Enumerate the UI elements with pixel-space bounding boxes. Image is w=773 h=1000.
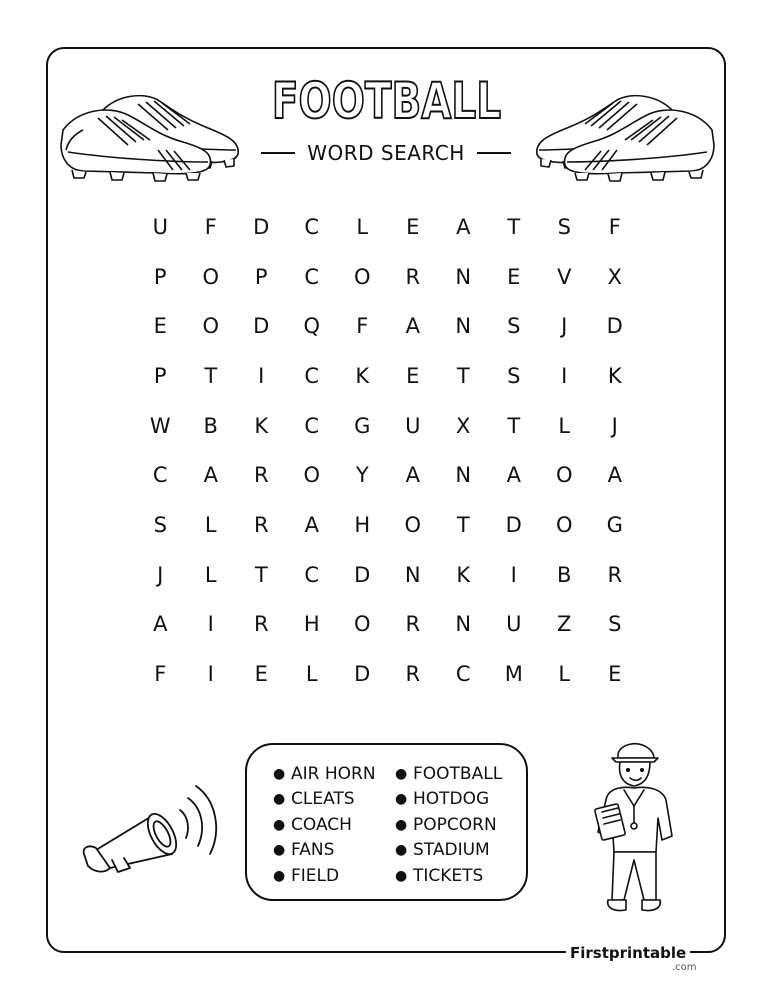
grid-letter: I (561, 363, 568, 388)
grid-letter: P (254, 264, 268, 289)
word-list-item (273, 863, 376, 889)
subtitle-divider-right (477, 152, 511, 154)
grid-letter: L (204, 562, 217, 587)
bullet-icon: ● (273, 765, 286, 782)
grid-letter: D (606, 314, 623, 339)
word-list-label: STADIUM (413, 840, 490, 861)
grid-letter: C (304, 214, 320, 239)
grid-letter: N (404, 562, 421, 587)
grid-letter: C (304, 264, 320, 289)
bullet-icon: ● (273, 867, 286, 884)
grid-letter: A (304, 512, 319, 537)
word-list-item (273, 812, 376, 838)
grid-letter: Z (557, 612, 572, 637)
grid-letter: W (149, 413, 171, 438)
coach-illustration (588, 740, 688, 920)
subtitle-row (253, 140, 519, 166)
grid-letter: O (353, 264, 371, 289)
grid-letter: J (561, 314, 568, 339)
grid-letter: S (608, 612, 622, 637)
grid-letter: K (254, 413, 269, 438)
grid-letter: N (455, 463, 472, 488)
grid-letter: O (404, 512, 422, 537)
grid-letter: D (354, 662, 371, 687)
grid-letter: C (304, 562, 320, 587)
grid-letter: M (504, 662, 523, 687)
grid-letter: J (157, 562, 164, 587)
grid-letter: U (405, 413, 421, 438)
grid-letter: S (507, 363, 521, 388)
grid-letter: T (254, 562, 268, 587)
grid-letter: F (356, 314, 369, 339)
word-list-label: FOOTBALL (413, 763, 503, 784)
grid-letter: T (456, 363, 470, 388)
grid-letter: T (507, 214, 521, 239)
grid-letter: R (405, 264, 421, 289)
grid-letter: A (405, 463, 420, 488)
grid-letter: Q (303, 314, 321, 339)
grid-letter: B (203, 413, 218, 438)
grid-letter: D (253, 214, 270, 239)
grid-letter: J (611, 413, 618, 438)
grid-letter: N (455, 264, 472, 289)
grid-letter: N (455, 612, 472, 637)
brand-domain-suffix: .com (672, 962, 697, 973)
grid-letter: O (353, 612, 371, 637)
grid-letter: T (507, 413, 521, 438)
grid-letter: S (153, 512, 167, 537)
word-list-right-column (395, 761, 502, 889)
grid-letter: B (557, 562, 572, 587)
word-list-item (395, 838, 502, 864)
grid-letter: E (406, 363, 420, 388)
bullet-icon: ● (273, 842, 286, 859)
grid-letter: H (303, 612, 320, 637)
brand-logo-text: Firstprintable (566, 944, 690, 962)
grid-letter: R (253, 612, 269, 637)
grid-letter: F (204, 214, 217, 239)
bullet-icon: ● (395, 816, 408, 833)
grid-letter: U (506, 612, 522, 637)
subtitle-divider-left (261, 152, 295, 154)
word-list-label: CLEATS (291, 789, 355, 810)
grid-letter: L (204, 512, 217, 537)
letter-grid (135, 202, 640, 699)
grid-letter: H (354, 512, 371, 537)
grid-letter: D (505, 512, 522, 537)
grid-letter: K (456, 562, 471, 587)
grid-letter: I (258, 363, 265, 388)
grid-letter: A (405, 314, 420, 339)
grid-letter: G (606, 512, 623, 537)
grid-letter: C (455, 662, 471, 687)
word-list-item (273, 761, 376, 787)
grid-letter: L (356, 214, 369, 239)
grid-letter: E (608, 662, 622, 687)
grid-letter: F (154, 662, 167, 687)
grid-letter: R (405, 612, 421, 637)
grid-letter: A (153, 612, 168, 637)
bullet-icon: ● (395, 791, 408, 808)
grid-letter: O (303, 463, 321, 488)
grid-letter: F (608, 214, 621, 239)
grid-letter: L (558, 413, 571, 438)
grid-letter: X (607, 264, 622, 289)
word-list-box (245, 743, 528, 901)
word-list-label: AIR HORN (291, 763, 376, 784)
grid-letter: O (555, 463, 573, 488)
bullet-icon: ● (395, 867, 408, 884)
grid-letter: A (456, 214, 471, 239)
word-list-item (273, 838, 376, 864)
grid-letter: C (304, 413, 320, 438)
word-list-label: FIELD (291, 865, 340, 886)
grid-letter: K (355, 363, 370, 388)
grid-letter: D (354, 562, 371, 587)
grid-letter: X (456, 413, 471, 438)
grid-letter: P (153, 264, 167, 289)
grid-letter: O (202, 314, 220, 339)
word-list-label: FANS (291, 840, 335, 861)
page-subtitle: WORD SEARCH (307, 141, 465, 165)
grid-letter: I (207, 662, 214, 687)
grid-letter: R (405, 662, 421, 687)
grid-letter: N (455, 314, 472, 339)
grid-letter: A (506, 463, 521, 488)
word-list-label: HOTDOG (413, 789, 490, 810)
grid-letter: Y (355, 463, 369, 488)
grid-letter: V (557, 264, 572, 289)
word-list-label: POPCORN (413, 814, 497, 835)
grid-letter: E (254, 662, 268, 687)
grid-letter: I (510, 562, 517, 587)
grid-letter: T (204, 363, 218, 388)
word-list-item (273, 787, 376, 813)
grid-letter: D (253, 314, 270, 339)
grid-letter: C (152, 463, 168, 488)
grid-letter: K (607, 363, 622, 388)
word-list-label: TICKETS (413, 865, 484, 886)
word-list-item (395, 787, 502, 813)
grid-letter: L (558, 662, 571, 687)
word-list-item (395, 812, 502, 838)
grid-letter: R (607, 562, 623, 587)
bullet-icon: ● (273, 791, 286, 808)
grid-letter: R (253, 463, 269, 488)
grid-letter: O (555, 512, 573, 537)
word-list-item (395, 863, 502, 889)
megaphone-illustration (74, 772, 224, 880)
grid-letter: S (507, 314, 521, 339)
grid-letter: O (202, 264, 220, 289)
grid-letter: G (354, 413, 371, 438)
bullet-icon: ● (395, 765, 408, 782)
grid-letter: T (456, 512, 470, 537)
grid-letter: I (207, 612, 214, 637)
word-list-label: COACH (291, 814, 352, 835)
bullet-icon: ● (395, 842, 408, 859)
grid-letter: S (557, 214, 571, 239)
grid-letter: A (203, 463, 218, 488)
grid-letter: U (152, 214, 168, 239)
grid-letter: A (607, 463, 622, 488)
grid-letter: E (153, 314, 167, 339)
grid-letter: R (253, 512, 269, 537)
page-title: FOOTBALL (271, 72, 502, 130)
grid-letter: P (153, 363, 167, 388)
bullet-icon: ● (273, 816, 286, 833)
word-list-left-column (273, 761, 376, 889)
grid-letter: C (304, 363, 320, 388)
grid-letter: E (406, 214, 420, 239)
word-list-item (395, 761, 502, 787)
grid-letter: L (305, 662, 318, 687)
grid-letter: E (507, 264, 521, 289)
